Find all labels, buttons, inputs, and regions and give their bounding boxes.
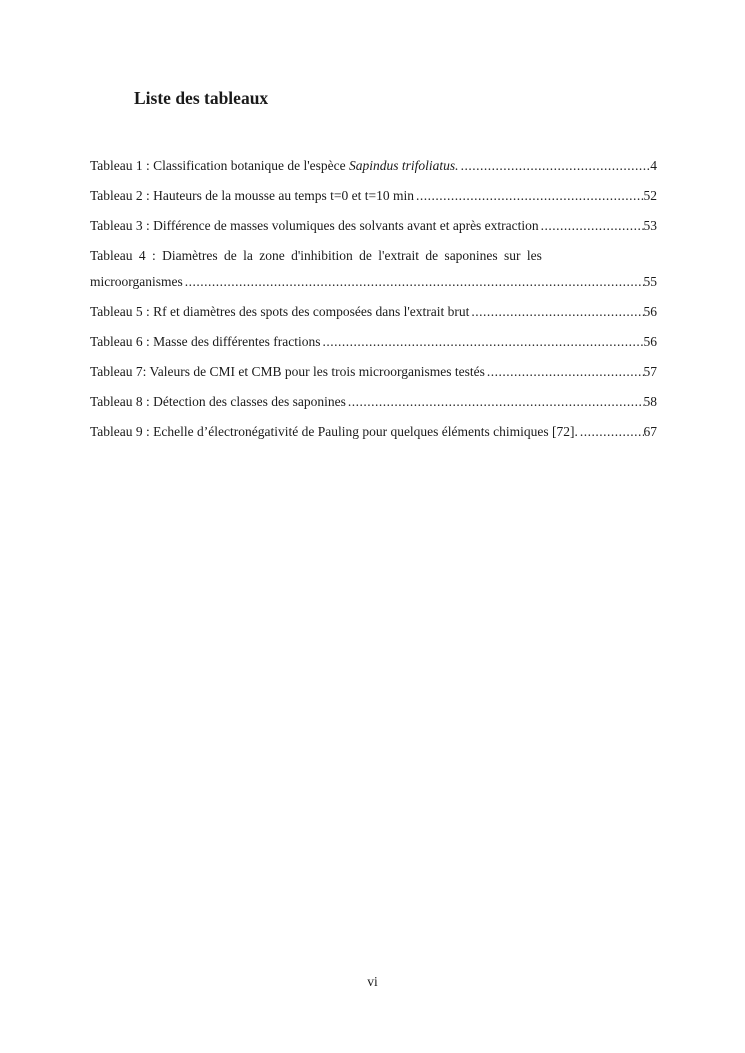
toc-entry-page: 52 [643, 188, 657, 203]
dot-leader [183, 273, 644, 291]
toc-entry-label: Tableau 2 : Hauteurs de la mousse au temps t=0 et t=10 min [90, 188, 414, 203]
toc-entry-label: Tableau 9 : Echelle d’électronégativité de Pauling pour quelques éléments chimiques [72]. [90, 424, 578, 439]
toc-entry-page: 56 [643, 334, 657, 349]
toc-entry-label: Tableau 3 : Différence de masses volumiques des solvants avant et après extraction [90, 218, 539, 233]
dot-leader [485, 363, 644, 381]
page-number: vi [367, 974, 378, 989]
toc-entry-label: Tableau 5 : Rf et diamètres des spots des composées dans l'extrait brut [90, 304, 470, 319]
toc-entry-tableau-5[interactable] [90, 303, 657, 329]
dot-leader [578, 423, 644, 441]
toc-entry-tableau-7[interactable] [90, 363, 657, 389]
toc-entry-page: 57 [643, 364, 657, 379]
toc-entry-page: 58 [643, 394, 657, 409]
toc-entry-label-line1: Tableau 4 : Diamètres de la zone d'inhibition de l'extrait de saponines sur les [90, 248, 542, 263]
toc-entry-page: 55 [643, 274, 657, 289]
dot-leader [346, 393, 644, 411]
toc-entry-tableau-8[interactable] [90, 393, 657, 419]
toc-entry-label: Tableau 1 : Classification botanique de l'espèce Sapindus trifoliatus. [90, 158, 459, 173]
toc-entry-page: 67 [643, 424, 657, 439]
dot-leader [459, 157, 651, 175]
toc-entry-tableau-6[interactable] [90, 333, 657, 359]
toc-entry-page: 56 [643, 304, 657, 319]
toc-entry-tableau-2[interactable] [90, 187, 657, 213]
dot-leader [320, 333, 643, 351]
toc-entry-tableau-3[interactable] [90, 217, 657, 243]
toc-entry-label: Tableau 6 : Masse des différentes fractions [90, 334, 321, 349]
toc-entry-label: Tableau 8 : Détection des classes des saponines [90, 394, 346, 409]
dot-leader [414, 187, 644, 205]
dot-leader [539, 217, 644, 235]
toc-entry-tableau-9[interactable] [90, 423, 657, 449]
toc-entry-page: 4 [650, 158, 657, 173]
dot-leader [469, 303, 643, 321]
toc-entry-label: Tableau 7: Valeurs de CMI et CMB pour les trois microorganismes testés [90, 364, 485, 379]
toc-entry-label: microorganismes [90, 274, 183, 289]
toc-entry-tableau-1[interactable] [90, 157, 657, 183]
toc-entry-page: 53 [643, 218, 657, 233]
list-of-tables [90, 153, 657, 449]
page-title: Liste des tableaux [134, 88, 269, 108]
species-name: Sapindus trifoliatus. [349, 158, 459, 173]
toc-entry-tableau-4[interactable] [90, 247, 657, 299]
